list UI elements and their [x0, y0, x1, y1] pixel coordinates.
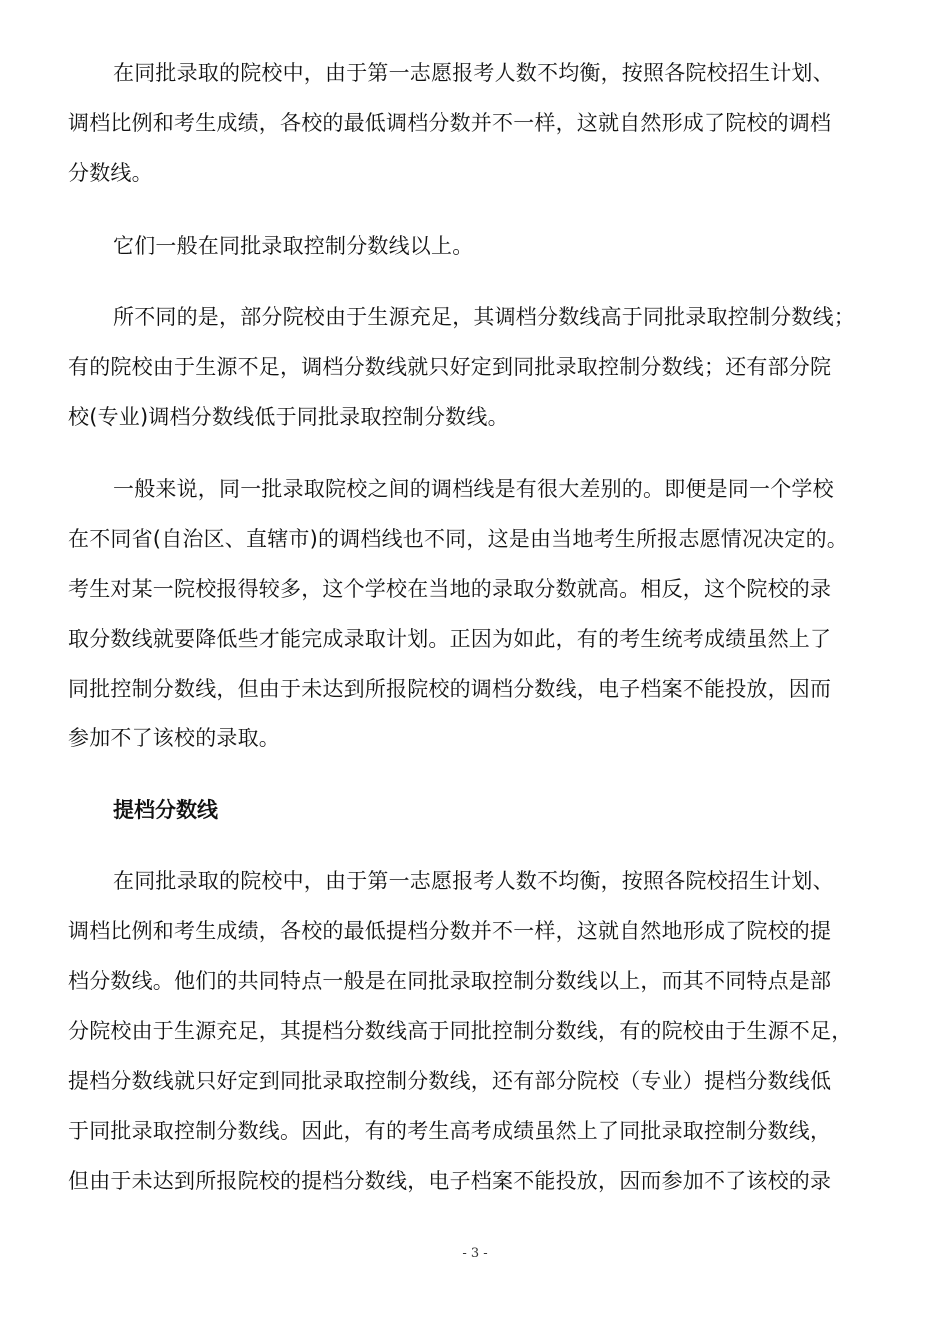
- paragraph-4-line-6: 参加不了该校的录取。: [68, 726, 280, 750]
- paragraph-4-line-1: 一般来说，同一批录取院校之间的调档线是有很大差别的。即便是同一个学校: [113, 477, 834, 501]
- paragraph-1-line-1: 在同批录取的院校中，由于第一志愿报考人数不均衡，按照各院校招生计划、: [113, 61, 834, 85]
- paragraph-5-line-1: 在同批录取的院校中，由于第一志愿报考人数不均衡，按照各院校招生计划、: [113, 869, 834, 893]
- paragraph-1-line-3: 分数线。: [68, 161, 153, 185]
- paragraph-5-line-2: 调档比例和考生成绩，各校的最低提档分数并不一样，这就自然地形成了院校的提: [68, 919, 832, 943]
- paragraph-4-line-4: 取分数线就要降低些才能完成录取计划。正因为如此，有的考生统考成绩虽然上了: [68, 627, 832, 651]
- paragraph-4-line-5: 同批控制分数线，但由于未达到所报院校的调档分数线，电子档案不能投放，因而: [68, 677, 832, 701]
- paragraph-3-line-2: 有的院校由于生源不足，调档分数线就只好定到同批录取控制分数线；还有部分院: [68, 355, 832, 379]
- paragraph-3-line-1: 所不同的是，部分院校由于生源充足，其调档分数线高于同批录取控制分数线；: [113, 305, 855, 329]
- paragraph-5-line-5: 提档分数线就只好定到同批录取控制分数线，还有部分院校（专业）提档分数线低: [68, 1069, 832, 1093]
- paragraph-5-line-6: 于同批录取控制分数线。因此，有的考生高考成绩虽然上了同批录取控制分数线，: [68, 1119, 832, 1143]
- paragraph-5-line-3: 档分数线。他们的共同特点一般是在同批录取控制分数线以上，而其不同特点是部: [68, 969, 832, 993]
- paragraph-5-line-4: 分院校由于生源充足，其提档分数线高于同批控制分数线，有的院校由于生源不足，: [68, 1019, 853, 1043]
- paragraph-1-line-2: 调档比例和考生成绩，各校的最低调档分数并不一样，这就自然形成了院校的调档: [68, 111, 832, 135]
- section-heading: 提档分数线: [113, 798, 218, 822]
- paragraph-2-line-1: 它们一般在同批录取控制分数线以上。: [113, 234, 474, 258]
- paragraph-4-line-3: 考生对某一院校报得较多，这个学校在当地的录取分数就高。相反，这个院校的录: [68, 577, 832, 601]
- paragraph-5-line-7: 但由于未达到所报院校的提档分数线，电子档案不能投放，因而参加不了该校的录: [68, 1169, 832, 1193]
- paragraph-3-line-3: 校(专业)调档分数线低于同批录取控制分数线。: [68, 405, 509, 429]
- paragraph-4-line-2: 在不同省(自治区、直辖市)的调档线也不同，这是由当地考生所报志愿情况决定的。: [68, 527, 848, 551]
- page-number: - 3 -: [462, 1246, 488, 1261]
